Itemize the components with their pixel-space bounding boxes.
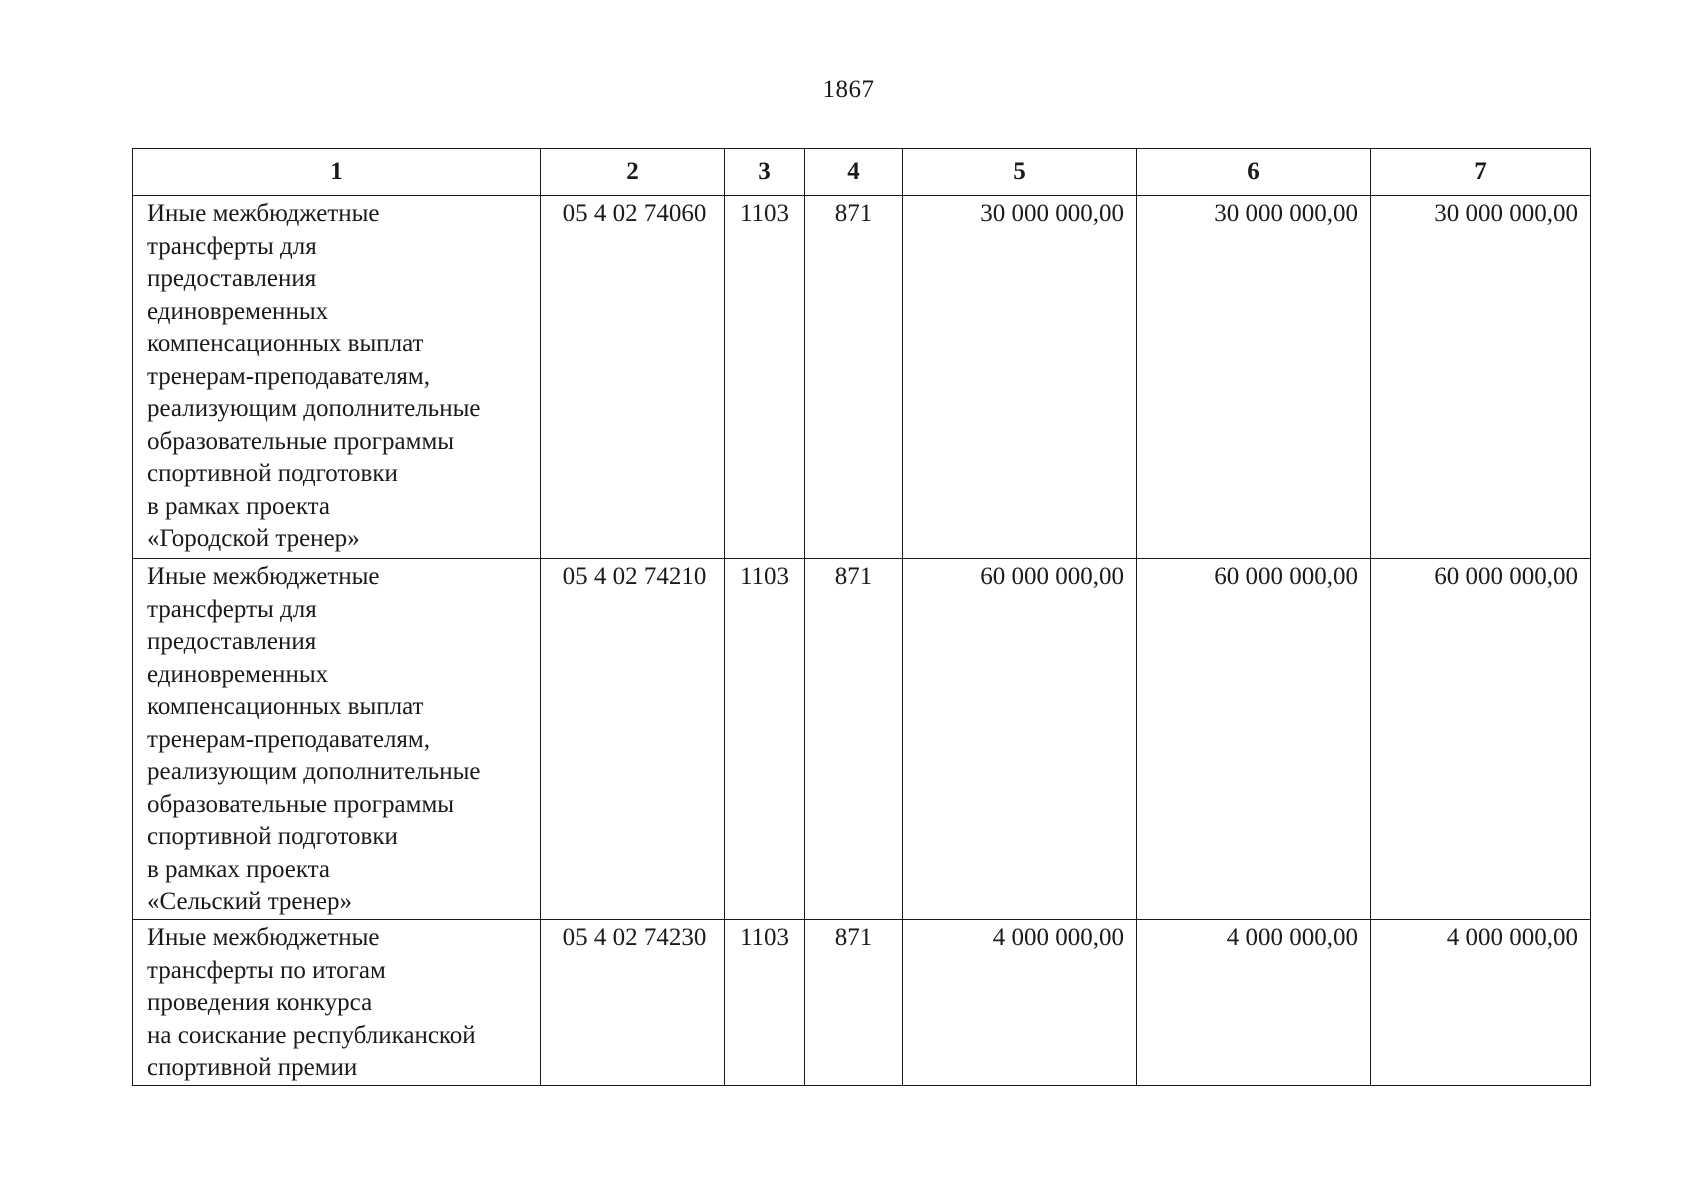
table-row bbox=[133, 920, 1591, 1086]
header-row bbox=[133, 149, 1591, 196]
row-name-line: образовательные программы bbox=[147, 790, 455, 818]
amount-col7-cell: 60 000 000,00 bbox=[1371, 559, 1591, 920]
budget-table bbox=[132, 148, 1591, 1086]
column-header-2: 2 bbox=[541, 149, 725, 196]
target-code-cell: 05 4 02 74210 bbox=[541, 559, 725, 920]
row-name-line: тренерам-преподавателям, bbox=[147, 362, 430, 390]
row-name-line: на соискание республиканской bbox=[147, 1021, 476, 1049]
target-code-cell: 05 4 02 74230 bbox=[541, 920, 725, 1086]
row-name-line: компенсационных выплат bbox=[147, 330, 424, 357]
column-header-5: 5 bbox=[903, 149, 1137, 196]
row-name-line: образовательные программы bbox=[147, 427, 455, 455]
row-name-line: тренерам-преподавателям, bbox=[147, 725, 430, 753]
table-row bbox=[133, 559, 1591, 920]
amount-col7-cell: 30 000 000,00 bbox=[1371, 196, 1591, 559]
row-name-line: компенсационных выплат bbox=[147, 693, 424, 720]
row-name-line: трансферты для bbox=[147, 232, 317, 260]
column-header-1: 1 bbox=[133, 149, 541, 196]
row-name-line: в рамках проекта bbox=[147, 492, 331, 520]
row-name-line: единовременных bbox=[147, 297, 329, 325]
row-name-line: «Городской тренер» bbox=[147, 525, 360, 552]
row-name-line: Иные межбюджетные bbox=[147, 200, 380, 227]
section-code-cell: 1103 bbox=[725, 559, 805, 920]
row-name-cell bbox=[133, 196, 541, 559]
column-header-3: 3 bbox=[725, 149, 805, 196]
row-name-line: в рамках проекта bbox=[147, 855, 331, 883]
row-name-cell bbox=[133, 920, 541, 1086]
row-name-line: спортивной подготовки bbox=[147, 460, 398, 487]
amount-col6-cell: 60 000 000,00 bbox=[1137, 559, 1371, 920]
row-name-line: «Сельский тренер» bbox=[147, 888, 353, 915]
column-header-7: 7 bbox=[1371, 149, 1591, 196]
row-name-line: проведения конкурса bbox=[147, 989, 373, 1016]
expense-type-cell: 871 bbox=[805, 559, 903, 920]
amount-col5-cell: 4 000 000,00 bbox=[903, 920, 1137, 1086]
row-name-line: спортивной подготовки bbox=[147, 823, 398, 850]
row-name-line: реализующим дополнительные bbox=[147, 758, 481, 785]
page-number: 1867 bbox=[822, 76, 875, 103]
row-name-line: предоставления bbox=[147, 628, 317, 655]
row-name-line: Иные межбюджетные bbox=[147, 563, 380, 590]
row-name-line: Иные межбюджетные bbox=[147, 924, 380, 951]
column-header-6: 6 bbox=[1137, 149, 1371, 196]
row-name-line: трансферты для bbox=[147, 595, 317, 623]
amount-col5-cell: 30 000 000,00 bbox=[903, 196, 1137, 559]
amount-col5-cell: 60 000 000,00 bbox=[903, 559, 1137, 920]
expense-type-cell: 871 bbox=[805, 196, 903, 559]
row-name-line: единовременных bbox=[147, 660, 329, 688]
target-code-cell: 05 4 02 74060 bbox=[541, 196, 725, 559]
amount-col6-cell: 30 000 000,00 bbox=[1137, 196, 1371, 559]
amount-col6-cell: 4 000 000,00 bbox=[1137, 920, 1371, 1086]
section-code-cell: 1103 bbox=[725, 196, 805, 559]
row-name-line: реализующим дополнительные bbox=[147, 395, 481, 422]
row-name-line: трансферты по итогам bbox=[147, 956, 386, 984]
expense-type-cell: 871 bbox=[805, 920, 903, 1086]
section-code-cell: 1103 bbox=[725, 920, 805, 1086]
amount-col7-cell: 4 000 000,00 bbox=[1371, 920, 1591, 1086]
column-header-4: 4 bbox=[805, 149, 903, 196]
table-row bbox=[133, 196, 1591, 559]
row-name-line: спортивной премии bbox=[147, 1054, 358, 1081]
row-name-line: предоставления bbox=[147, 265, 317, 292]
row-name-cell bbox=[133, 559, 541, 920]
